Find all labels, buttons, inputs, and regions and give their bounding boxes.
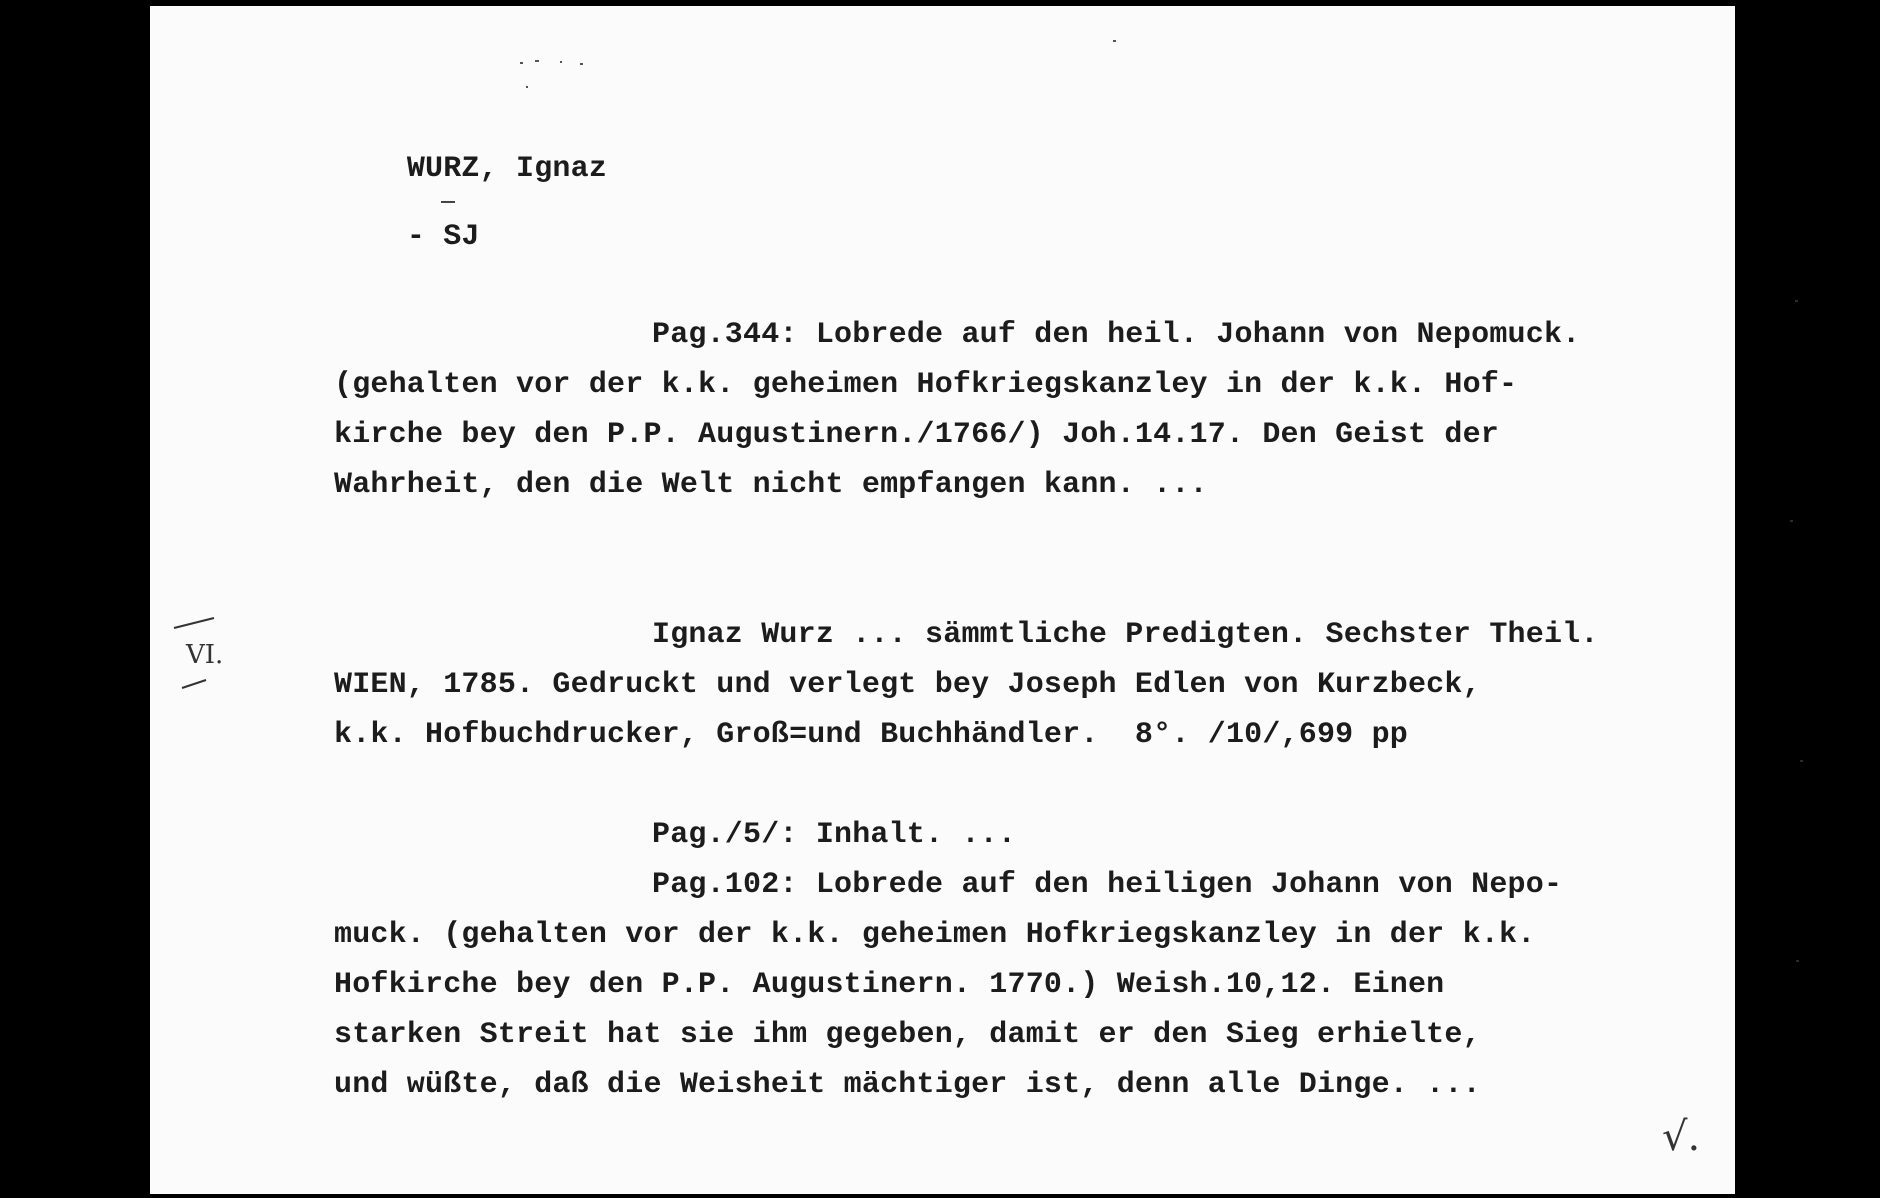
entry-1-line: kirche bey den P.P. Augustinern./1766/) Joh.14.17. Den Geist der xyxy=(334,418,1499,452)
entry-1-line: (gehalten vor der k.k. geheimen Hofkriegskanzley in der k.k. Hof- xyxy=(334,368,1518,402)
entry-3-line: muck. (gehalten vor der k.k. geheimen Hofkriegskanzley in der k.k. xyxy=(334,918,1536,952)
speck xyxy=(560,61,562,63)
illegible-mark xyxy=(441,201,455,203)
volume-number: VI. xyxy=(186,640,224,670)
speck xyxy=(1113,40,1116,42)
scan-noise xyxy=(1795,300,1798,302)
entry-2-line: WIEN, 1785. Gedruckt und verlegt bey Joseph Edlen von Kurzbeck, xyxy=(334,668,1481,702)
entry-3-line: starken Streit hat sie ihm gegeben, damit er den Sieg erhielte, xyxy=(334,1018,1481,1052)
check-mark: √. xyxy=(1662,1114,1701,1160)
speck xyxy=(526,86,528,88)
entry-3-line: Pag./5/: Inhalt. ... xyxy=(652,818,1017,852)
speck xyxy=(535,60,539,62)
speck xyxy=(520,62,523,64)
entry-3-line: Pag.102: Lobrede auf den heiligen Johann von Nepo- xyxy=(652,868,1563,902)
card-header xyxy=(334,118,607,288)
entry-3-line: Hofkirche bey den P.P. Augustinern. 1770.) Weish.10,12. Einen xyxy=(334,968,1445,1002)
scan-noise xyxy=(1790,520,1793,522)
entry-1-line: Wahrheit, den die Welt nicht empfangen kann. ... xyxy=(334,468,1208,502)
index-card xyxy=(150,6,1735,1194)
entry-1-line: Pag.344: Lobrede auf den heil. Johann von Nepomuck. xyxy=(652,318,1581,352)
speck xyxy=(580,63,583,65)
entry-2-line: k.k. Hofbuchdrucker, Groß=und Buchhändler. 8°. /10/,699 pp xyxy=(334,718,1408,752)
author-name: WURZ, Ignaz xyxy=(406,152,608,186)
entry-2-line: Ignaz Wurz ... sämmtliche Predigten. Sechster Theil. xyxy=(652,618,1599,652)
religious-order: - SJ xyxy=(406,220,480,254)
scan-noise xyxy=(1796,960,1799,962)
scan-noise xyxy=(1800,760,1803,762)
margin-mark xyxy=(170,606,230,696)
entry-3-line: und wüßte, daß die Weisheit mächtiger ist, denn alle Dinge. ... xyxy=(334,1068,1481,1102)
